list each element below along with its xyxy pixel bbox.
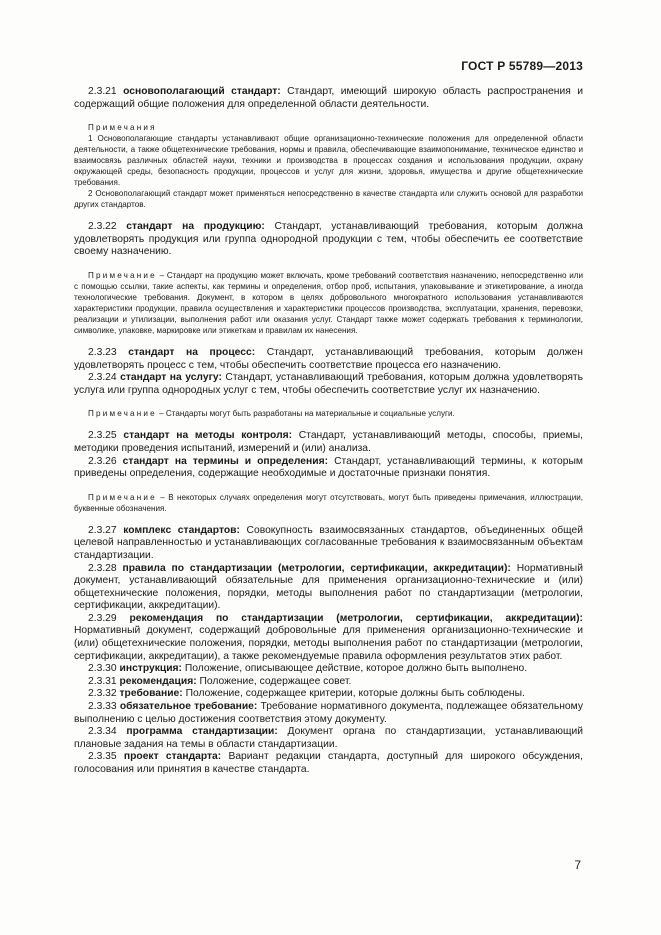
term-text: Нормативный документ, устанавливающий обязательные для применения организационно-технические и (или) общетехнические положения, порядки, методы выполнения работ по стандартизации (метрологии, сертификации, аккредитации). (74, 562, 583, 612)
term-definition (74, 456, 583, 481)
term-name: требование: (119, 688, 183, 700)
term-name: правила по стандартизации (метрологии, сертификации, аккредитации): (122, 562, 511, 574)
term-text: Стандарт, устанавливающий требования, которым должна удовлетворять продукция или группа однородной продукции с тем, чтобы обеспечить ее соответствие своему назначению. (74, 221, 583, 258)
note (74, 492, 583, 514)
paragraph-gap (74, 336, 583, 347)
term-name: комплекс стандартов: (123, 524, 240, 536)
term-name: программа стандартизации: (126, 726, 278, 738)
term-definition (74, 676, 583, 689)
clause-number: 2.3.21 (88, 86, 117, 97)
clause-number: 2.3.22 (88, 221, 117, 233)
term-text: Документ органа по стандартизации, устанавливающий плановые задания на темы в области стандартизации. (74, 726, 583, 750)
clause-number: 2.3.24 (88, 372, 117, 384)
note-text: – В некоторых случаях определения могут отсутствовать, могут быть приведены примечания, иллюстрации, буквенные обозначения. (74, 492, 583, 513)
term-name: основополагающий стандарт: (123, 86, 281, 97)
paragraph-gap (74, 259, 583, 270)
term-name: проект стандарта: (123, 751, 222, 763)
note-text: – Стандарты могут быть разработаны на материальные и социальные услуги. (156, 409, 455, 419)
page-number: 7 (574, 858, 581, 872)
note (74, 133, 583, 188)
clause-number: 2.3.25 (88, 430, 117, 442)
term-definition (74, 525, 583, 563)
clause-number: 2.3.32 (88, 688, 117, 700)
term-definition (74, 347, 583, 372)
note-label: Примечание (88, 270, 157, 280)
note-text: 1 Основополагающие стандарты устанавливают общие организационно-технические положения для определенной области деятельности, а также общетехнические требования, нормы и правила, обеспечивающие взаимопонимание, техническое единство и взаимосвязь различных областей науки, техники и производства в процессах создания и использования продукции, охрану окружающей среды, безопасность продукции, процессов и услуг для жизни, здоровья, имущества и другие общетехнические требования. (74, 134, 583, 188)
note (74, 408, 583, 419)
clause-number: 2.3.35 (88, 751, 117, 763)
paragraph-gap (74, 481, 583, 492)
term-definition (74, 663, 583, 676)
note-label: Примечание (88, 492, 157, 502)
term-definition (74, 430, 583, 455)
document-body (74, 86, 583, 777)
paragraph-gap (74, 514, 583, 525)
term-name: рекомендация: (119, 675, 197, 687)
term-name: рекомендация по стандартизации (метрологии, сертификации, аккредитации): (129, 612, 583, 624)
term-name: инструкция: (119, 663, 182, 675)
term-definition (74, 372, 583, 397)
term-text: Стандарт, устанавливающий требования, которым должна удовлетворять услуга или группа однородных услуг с тем, чтобы обеспечить соответствие услуг их назначению. (74, 372, 583, 396)
note-text: 2 Основополагающий стандарт может применяться непосредственно в качестве стандарта или служить основой для разработки других стандартов. (74, 189, 583, 210)
term-name: стандарт на процесс: (128, 346, 256, 358)
note-heading (74, 122, 583, 133)
standard-code: ГОСТ Р 55789—2013 (461, 59, 583, 73)
term-text: Положение, описывающее действие, которое должно быть выполнено. (184, 663, 528, 675)
term-text: Стандарт, устанавливающий методы, способы, приемы, методики проведения испытаний, измерений и (или) анализа. (74, 430, 583, 454)
clause-number: 2.3.28 (88, 562, 117, 574)
term-name: обязательное требование: (119, 701, 258, 713)
term-definition (74, 221, 583, 259)
clause-number: 2.3.26 (88, 455, 117, 467)
term-text: Совокупность взаимосвязанных стандартов, объединенных общей целевой направленностью и устанавливающих согласованные требования к взаимосвязанным объектам стандартизации. (74, 524, 583, 561)
clause-number: 2.3.31 (88, 675, 117, 687)
term-definition (74, 688, 583, 701)
term-name: стандарт на услугу: (120, 372, 222, 384)
note-heading-label: Примечания (88, 123, 157, 133)
clause-number: 2.3.29 (88, 612, 117, 624)
term-name: стандарт на продукцию: (126, 221, 265, 233)
clause-number: 2.3.27 (88, 524, 117, 536)
term-definition (74, 563, 583, 613)
term-text: Стандарт, устанавливающий требования, которым должен удовлетворять процесс с тем, чтобы обеспечить соответствие процесса его назначению. (74, 346, 583, 371)
term-name: стандарт на методы контроля: (123, 430, 293, 442)
paragraph-gap (74, 397, 583, 408)
clause-number: 2.3.34 (88, 726, 117, 738)
term-definition (74, 751, 583, 776)
term-text: Вариант редакции стандарта, доступный для широкого обсуждения, голосования или принятия в качестве стандарта. (74, 751, 583, 775)
term-definition (74, 726, 583, 751)
paragraph-gap (74, 419, 583, 430)
note-label: Примечание (88, 409, 157, 419)
term-text: Положение, содержащее совет. (199, 675, 352, 687)
clause-number: 2.3.33 (88, 701, 117, 713)
term-name: стандарт на термины и определения: (122, 455, 329, 467)
term-text: Положение, содержащее критерии, которые должны быть соблюдены. (185, 688, 525, 700)
note (74, 188, 583, 210)
paragraph-gap (74, 210, 583, 221)
term-definition (74, 86, 583, 111)
note (74, 270, 583, 336)
term-definition (74, 613, 583, 663)
term-text: Нормативный документ, содержащий добровольные для применения организационно-технические и (или) общетехнические положения, порядки, методы выполнения работ по стандартизации (метрологии, сертификации, аккредитации), а также рекомендуемые правила оформления результатов этих работ. (74, 625, 583, 662)
clause-number: 2.3.23 (88, 346, 117, 358)
paragraph-gap (74, 111, 583, 122)
term-text: Стандарт, имеющий широкую область распространения и содержащий общие положения для определенной области деятельности. (74, 86, 583, 110)
term-text: Требование нормативного документа, подлежащее обязательному выполнению с целью достижения соответствия этому документу. (74, 701, 583, 725)
term-definition (74, 701, 583, 726)
note-text: – Стандарт на продукцию может включать, кроме требований соответствия назначению, непосредственно или с помощью ссылки, такие аспекты, как термины и определения, отбор проб, испытания, упаковывание и этикетирование, а иногда технологические требования. Документ, в котором в целях добровольного многократного использования устанавливаются характеристики продукции, правила осуществления и характеристики процессов производства, эксплуатации, хранения, перевозки, реализации и утилизации, выполнения работ или оказания услуг. Стандарт также может содержать требования к терминологии, символике, упаковке, маркировке или этикеткам и правилам их нанесения. (74, 270, 583, 335)
term-text: Стандарт, устанавливающий термины, к которым приведены определения, содержащие необходимые и достаточные признаки понятия. (74, 455, 583, 480)
clause-number: 2.3.30 (88, 663, 117, 675)
